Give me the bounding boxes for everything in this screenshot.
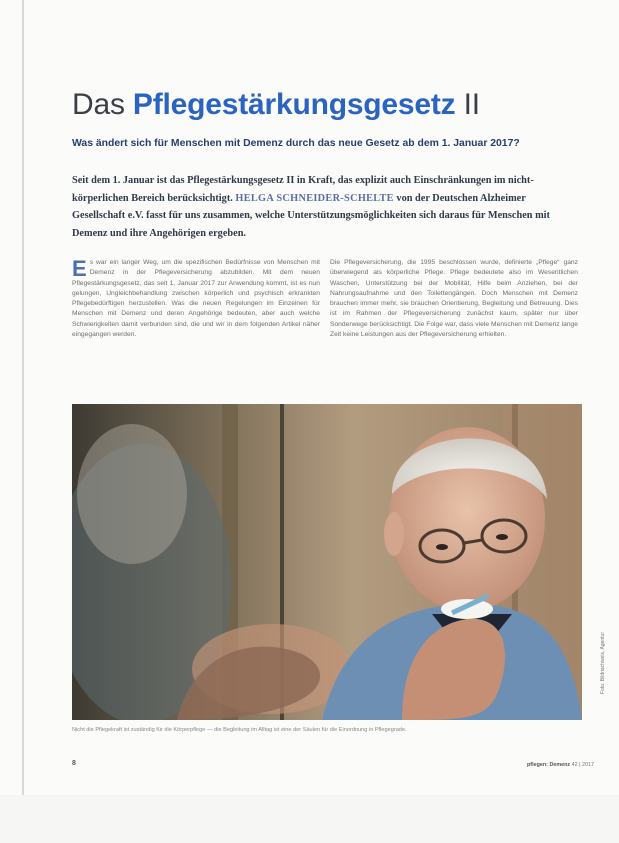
- article-subtitle: Was ändert sich für Menschen mit Demenz durch das neue Gesetz ab dem 1. Januar 2017?: [72, 138, 520, 149]
- title-part-3: II: [455, 88, 480, 121]
- body-column-1: [72, 258, 320, 340]
- photo-credit-text: Foto: Bildnachweis, Agentur: [600, 632, 606, 694]
- title-part-1: Das: [72, 88, 133, 121]
- journal-name: pflegen: Demenz: [527, 762, 571, 768]
- photo-credit: [596, 610, 606, 720]
- page-binding-edge: [22, 0, 24, 843]
- lead-text-after: von der Deutschen Alzheimer Gesellschaft e.V. fasst für uns zusammen, welche Unterstützungsmöglichkeiten sich daraus für Menschen mit Demenz und ihre Angehörigen ergeben.: [72, 192, 550, 239]
- journal-issue: 42 | 2017: [570, 762, 595, 768]
- article-photo: [72, 404, 582, 720]
- title-part-2: Pflegestärkungsgesetz: [132, 88, 456, 121]
- article-lead: [72, 172, 572, 242]
- journal-footer: [527, 762, 594, 768]
- photo-elderly-man-brushing-teeth: [72, 404, 582, 720]
- drop-cap: E: [72, 256, 87, 281]
- body-column-2: [330, 258, 578, 340]
- article-title: [72, 88, 480, 122]
- lead-text-before: Seit dem 1. Januar ist das Pflegestärkungsgesetz II in Kraft, das explizit auch Einschränkungen im nicht-körperlichen Bereich berücksichtigt.: [72, 175, 534, 204]
- scan-bottom-margin: [0, 795, 619, 843]
- page-number: 8: [72, 760, 76, 767]
- body-column-1-text: s war ein langer Weg, um die spezifischen Bedürfnisse von Menschen mit Demenz in der Pflegeversicherung abzubilden. Mit dem neuen Pflegestärkungsgesetz, das seit 1. Januar 2017 zur Anwendung kommt, ist es nun gelungen, Ungleichbehandlung zwischen körperlich und psychisch erkrankten Pflegebedürftigen herzustellen. Was die neuen Regelungen im Einzelnen für Menschen mit Demenz und deren Angehörige bedeuten, aber auch welche Schwierigkeiten damit verbunden sind, die und wir in dem folgenden Artikel näher eingegangen werden.: [72, 259, 320, 339]
- author-name: HELGA SCHNEIDER-SCHELTE: [235, 192, 394, 204]
- body-column-2-text: Die Pflegeversicherung, die 1995 beschlossen wurde, definierte „Pflege“ ganz überwiegend als körperliche Pflege. Pflege bedeutete also im Wesentlichen Waschen, Unterstützung bei der Mobilität, Hilfe beim Anziehen, bei der Nahrungsaufnahme und den Toilettengängen. Doch Menschen mit Demenz brauchen immer mehr, sie brauchen Orientierung, Begleitung und Betreuung. Dies ist im Rahmen der Pflegeversicherung zunächst kaum, später nur über Sonderwege berücksichtigt. Die Folge war, dass viele Menschen mit Demenz lange Zeit keine Leistungen aus der Pflegeversicherung erhielten.: [330, 259, 578, 339]
- photo-caption: Nicht die Pflegekraft ist zuständig für die Körperpflege — die Begleitung im Alltag ist eine der Säulen für die Einordnung in Pflegegrade.: [72, 727, 407, 733]
